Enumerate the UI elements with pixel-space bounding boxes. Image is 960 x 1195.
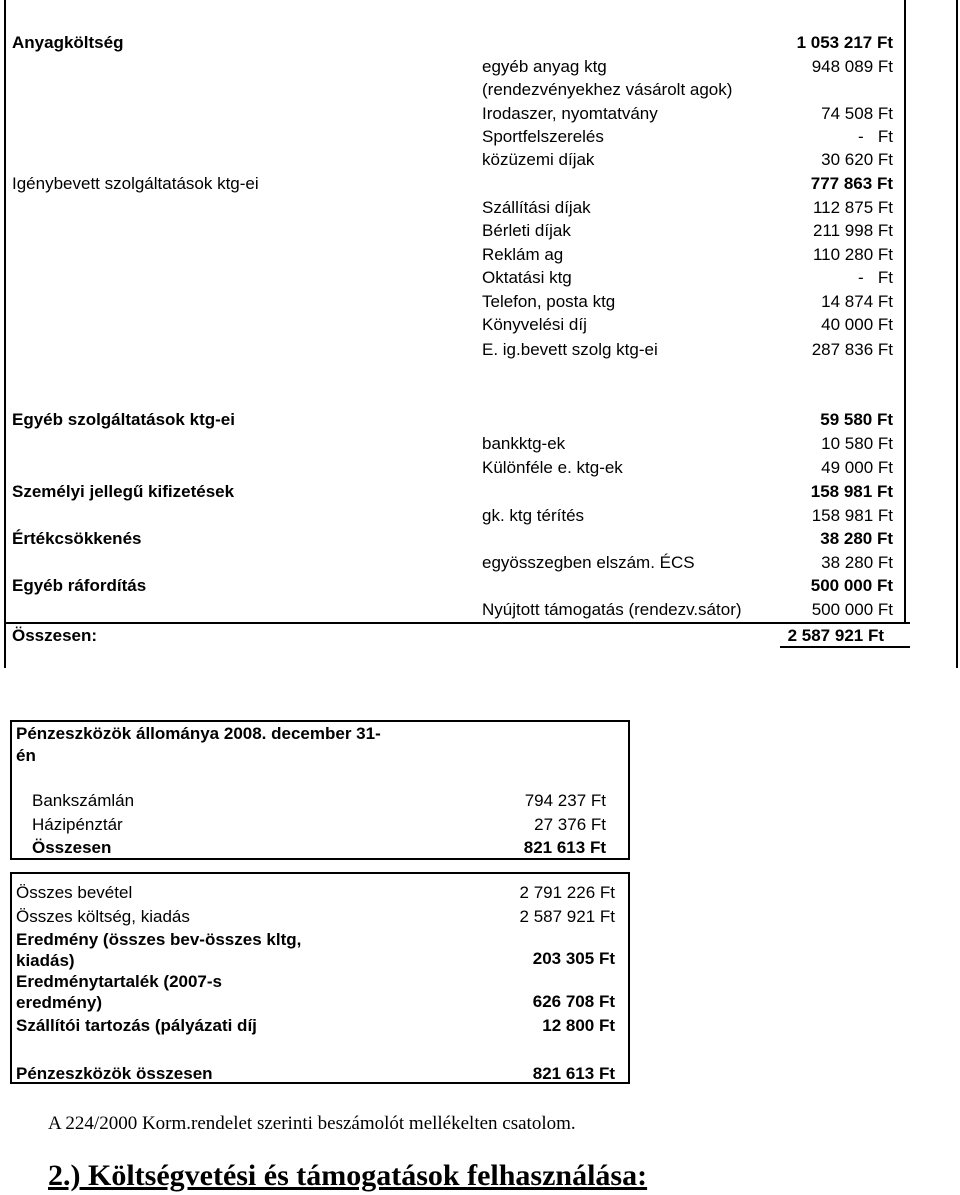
summary-penzeszkozok-label: Pénzeszközök összesen xyxy=(16,1064,213,1083)
item-value: 49 000 Ft xyxy=(821,458,893,477)
section-total-egyeb-raforditas: 500 000 Ft xyxy=(810,576,893,595)
item-label: Szállítási díjak xyxy=(482,198,591,217)
cash-total-label: Összesen xyxy=(32,838,112,857)
attachment-note: A 224/2000 Korm.rendelet szerinti beszámolót mellékelten csatolom. xyxy=(48,1113,576,1134)
section-label-egyeb-szolg: Egyéb szolgáltatások ktg-ei xyxy=(12,410,235,429)
cash-bank-label: Bankszámlán xyxy=(32,791,135,810)
item-label: közüzemi díjak xyxy=(482,150,595,169)
item-value: 112 875 Ft xyxy=(812,198,893,217)
total-rule-top xyxy=(4,622,910,624)
item-label: Bérleti díjak xyxy=(482,221,571,240)
total-rule-bottom xyxy=(780,646,910,648)
summary-tartozas-label: Szállítói tartozás (pályázati díj xyxy=(16,1016,257,1035)
grand-total-label: Összesen: xyxy=(12,626,98,645)
section-label-ertekcsokkenes: Értékcsökkenés xyxy=(12,529,142,548)
summary-tartalek-label xyxy=(16,971,222,1013)
item-label: bankktg-ek xyxy=(482,434,566,453)
section-total-egyeb-szolg: 59 580 Ft xyxy=(820,410,893,429)
summary-bevetel-value: 2 791 226 Ft xyxy=(519,883,615,902)
section-total-ertekcsokkenes: 38 280 Ft xyxy=(820,529,893,548)
table-left-border xyxy=(4,0,6,668)
section-total-igenybevett: 777 863 Ft xyxy=(810,174,893,193)
summary-tartozas-value: 12 800 Ft xyxy=(542,1016,615,1035)
summary-tartalek-value: 626 708 Ft xyxy=(532,992,615,1011)
summary-eredmeny-value: 203 305 Ft xyxy=(532,949,615,968)
cash-title-line2: én xyxy=(16,746,36,765)
summary-eredmeny-label xyxy=(16,929,301,971)
item-label: Telefon, posta ktg xyxy=(482,292,616,311)
item-value: 211 998 Ft xyxy=(812,221,893,240)
item-value: - Ft xyxy=(858,268,893,287)
item-value: 74 508 Ft xyxy=(821,104,893,123)
cash-total-value: 821 613 Ft xyxy=(523,838,606,857)
item-label: gk. ktg térítés xyxy=(482,506,585,525)
section-total-anyagkoltseg: 1 053 217 Ft xyxy=(796,33,893,52)
section-label-szemelyi: Személyi jellegű kifizetések xyxy=(12,482,235,501)
section-heading: 2.) Költségvetési és támogatások felhasználása: xyxy=(48,1159,648,1192)
item-value: 110 280 Ft xyxy=(812,245,893,264)
table-far-right-border xyxy=(956,0,958,668)
item-label: (rendezvényekhez vásárolt agok) xyxy=(482,80,733,99)
item-label: Oktatási ktg xyxy=(482,268,572,287)
section-label-egyeb-raforditas: Egyéb ráfordítás xyxy=(12,576,147,595)
item-value: 287 836 Ft xyxy=(811,340,893,359)
summary-tartalek-line2: eredmény) xyxy=(16,993,102,1012)
summary-eredmeny-line1: Eredmény (összes bev-összes kltg, xyxy=(16,930,302,949)
item-value: 948 089 Ft xyxy=(811,57,893,76)
item-value: 14 874 Ft xyxy=(821,292,893,311)
item-label: Irodaszer, nyomtatvány xyxy=(482,104,658,123)
cash-bank-value: 794 237 Ft xyxy=(524,791,606,810)
item-label: Könyvelési díj xyxy=(482,315,587,334)
item-label: Különféle e. ktg-ek xyxy=(482,458,623,477)
grand-total-value: 2 587 921 Ft xyxy=(787,626,884,645)
item-value: 10 580 Ft xyxy=(821,434,893,453)
item-value: 30 620 Ft xyxy=(821,150,893,169)
item-label: Sportfelszerelés xyxy=(482,127,604,146)
item-value: 38 280 Ft xyxy=(821,553,893,572)
item-label: Reklám ag xyxy=(482,245,564,264)
cash-hazi-label: Házipénztár xyxy=(32,815,123,834)
item-label: Nyújtott támogatás (rendezv.sátor) xyxy=(482,600,742,619)
section-label-anyagkoltseg: Anyagköltség xyxy=(12,33,124,52)
summary-bevetel-label: Összes bevétel xyxy=(16,883,133,902)
item-label: egyösszegben elszám. ÉCS xyxy=(482,553,695,572)
item-value: 158 981 Ft xyxy=(811,506,893,525)
cash-hazi-value: 27 376 Ft xyxy=(534,815,606,834)
cash-title-line1: Pénzeszközök állománya 2008. december 31- xyxy=(16,724,381,743)
summary-eredmeny-line2: kiadás) xyxy=(16,951,75,970)
item-value: 500 000 Ft xyxy=(811,600,893,619)
item-label: E. ig.bevett szolg ktg-ei xyxy=(482,340,658,359)
table-right-border xyxy=(904,0,906,622)
summary-tartalek-line1: Eredménytartalék (2007-s xyxy=(16,972,223,991)
section-total-szemelyi: 158 981 Ft xyxy=(810,482,893,501)
item-value: 40 000 Ft xyxy=(821,315,893,334)
section-label-igenybevett: Igénybevett szolgáltatások ktg-ei xyxy=(12,174,259,193)
summary-koltseg-label: Összes költség, kiadás xyxy=(16,907,190,926)
item-label: egyéb anyag ktg xyxy=(482,57,607,76)
cash-title xyxy=(16,723,381,767)
summary-penzeszkozok-value: 821 613 Ft xyxy=(532,1064,615,1083)
summary-koltseg-value: 2 587 921 Ft xyxy=(519,907,615,926)
item-value: - Ft xyxy=(858,127,893,146)
